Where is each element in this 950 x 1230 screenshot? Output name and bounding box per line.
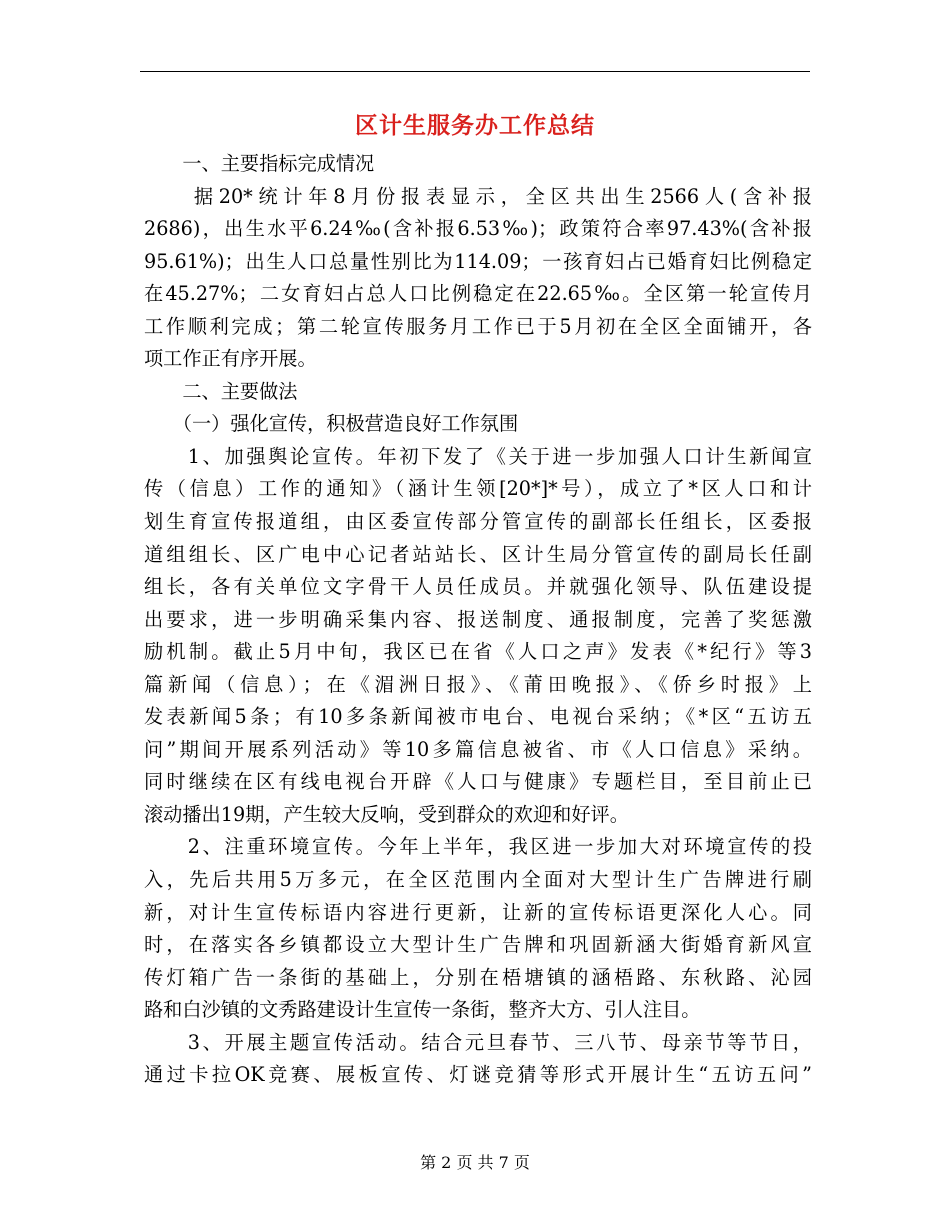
text-line: 3、开展主题宣传活动。结合元旦春节、三八节、母亲节等节日，: [144, 1030, 812, 1054]
text-line: 项工作正有序开展。: [144, 347, 317, 371]
document-title: 区计生服务办工作总结: [355, 113, 595, 139]
text-line: 出要求，进一步明确采集内容、报送制度、通报制度，完善了奖惩激: [144, 607, 812, 631]
text-line: 组长，各有关单位文字骨干人员任成员。并就强化领导、队伍建设提: [144, 575, 812, 599]
text-line: 时，在落实各乡镇都设立大型计生广告牌和巩固新涵大街婚育新风宣: [144, 933, 812, 957]
text-line: 传灯箱广告一条街的基础上，分别在梧塘镇的涵梧路、东秋路、沁园: [144, 965, 812, 989]
text-line: 路和白沙镇的文秀路建设计生宣传一条街，整齐大方、引人注目。: [144, 998, 701, 1022]
text-line: 发表新闻5条；有10多条新闻被市电台、电视台采纳；《*区“五访五: [144, 705, 812, 729]
text-line: 1、加强舆论宣传。年初下发了《关于进一步加强人口计生新闻宣: [144, 444, 812, 468]
text-line: 滚动播出19期，产生较大反响，受到群众的欢迎和好评。: [144, 802, 629, 826]
text-line: 同时继续在区有线电视台开辟《人口与健康》专题栏目，至目前止已: [144, 770, 812, 794]
text-line: 二、主要做法: [144, 379, 298, 403]
page-footer: 第 2 页 共 7 页: [420, 1153, 530, 1172]
text-line: 一、主要指标完成情况: [144, 152, 375, 175]
text-line: 2686)，出生水平6.24‰(含补报6.53‰)；政策符合率97.43%(含补报: [144, 217, 812, 241]
text-line: 新，对计生宣传标语内容进行更新，让新的宣传标语更深化人心。同: [144, 900, 812, 924]
text-line: 95.61%)；出生人口总量性别比为114.09；一孩育妇占已婚育妇比例稳定: [144, 249, 812, 273]
text-line: 问”期间开展系列活动》等10多篇信息被省、市《人口信息》采纳。: [144, 737, 812, 761]
text-line: 道组组长、区广电中心记者站站长、区计生局分管宣传的副局长任副: [144, 542, 812, 566]
text-line: 入，先后共用5万多元，在全区范围内全面对大型计生广告牌进行刷: [144, 868, 812, 892]
text-line: 划生育宣传报道组，由区委宣传部分管宣传的副部长任组长，区委报: [144, 510, 812, 534]
header-rule: [140, 71, 810, 72]
text-line: 励机制。截止5月中旬，我区已在省《人口之声》发表《*纪行》等3: [144, 640, 812, 664]
text-line: （一）强化宣传，积极营造良好工作氛围: [144, 412, 519, 436]
text-line: 传（信息）工作的通知》（涵计生领[20*]*号），成立了*区人口和计: [144, 477, 812, 501]
text-line: 据20*统计年8月份报表显示，全区共出生2566人(含补报: [144, 184, 812, 208]
document-body: [144, 148, 812, 1092]
text-line: 工作顺利完成；第二轮宣传服务月工作已于5月初在全区全面铺开，各: [144, 314, 812, 338]
text-line: 通过卡拉OK竞赛、展板宣传、灯谜竞猜等形式开展计生“五访五问”: [144, 1063, 812, 1087]
text-line: 2、注重环境宣传。今年上半年，我区进一步加大对环境宣传的投: [144, 835, 812, 859]
text-line: 篇新闻（信息）；在《湄洲日报》、《莆田晚报》、《侨乡时报》上: [144, 672, 812, 696]
text-line: 在45.27%；二女育妇占总人口比例稳定在22.65‰。全区第一轮宣传月: [144, 282, 812, 306]
